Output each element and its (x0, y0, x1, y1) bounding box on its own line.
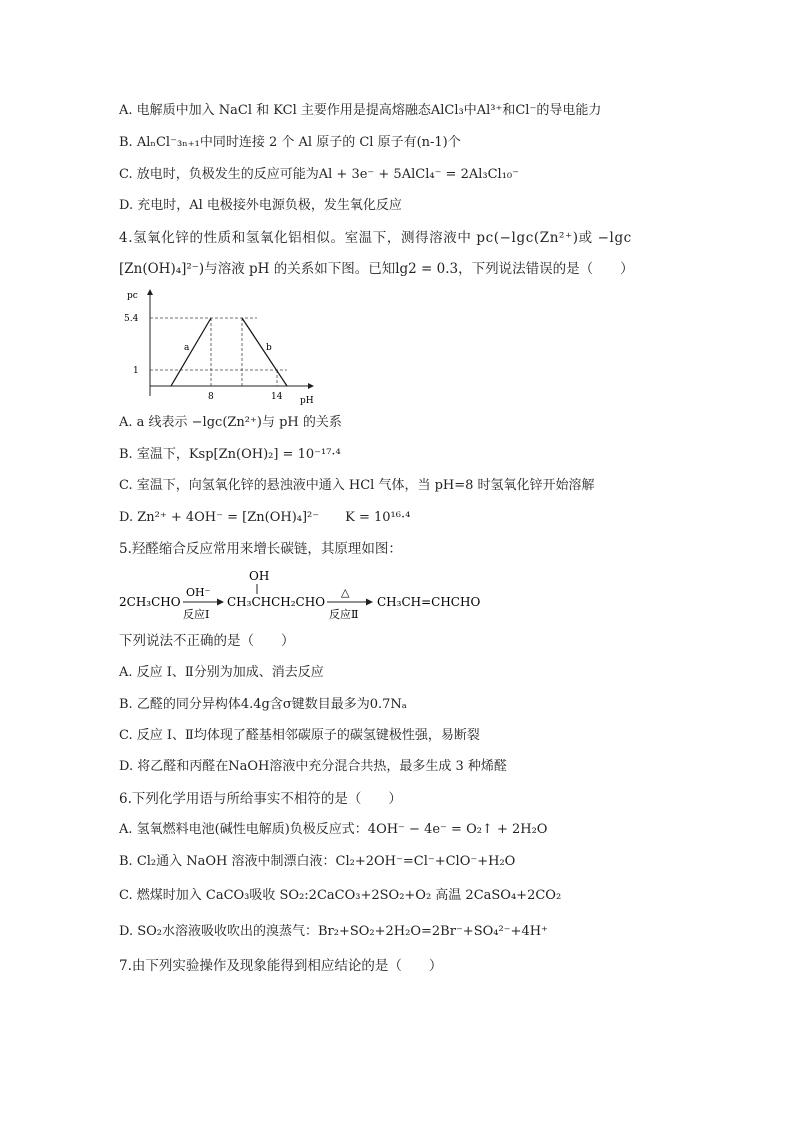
reaction2-condition: △ (341, 586, 350, 599)
q4-option-d: D. Zn²⁺ + 4OH⁻ = [Zn(OH)₄]²⁻ K = 10¹⁶·⁴ (119, 510, 411, 525)
q5-option-d: D. 将乙醛和丙醛在NaOH溶液中充分混合共热，最多生成 3 种烯醛 (119, 759, 507, 774)
q6-option-b: B. Cl₂通入 NaOH 溶液中制漂白液：Cl₂+2OH⁻=Cl⁻+ClO⁻+H₂O (119, 854, 516, 869)
q4-option-c: C. 室温下，向氢氧化锌的悬浊液中通入 HCl 气体，当 pH=8 时氢氧化锌开始溶解 (119, 478, 595, 493)
curve-b (242, 318, 287, 386)
pc-ph-graph (119, 286, 319, 410)
q5-option-c: C. 反应 Ⅰ、Ⅱ均体现了醛基相邻碳原子的碳氢键极性强，易断裂 (119, 728, 480, 743)
aldol-reaction-scheme (119, 566, 519, 626)
x-axis-label: pH (300, 396, 314, 406)
x-tick-14: 14 (271, 392, 283, 402)
y-axis-label: pc (127, 291, 138, 301)
q6-option-c: C. 燃煤时加入 CaCO₃吸收 SO₂:2CaCO₃+2SO₂+O₂ 高温 2CaSO₄+2CO₂ (119, 888, 562, 903)
q3-option-b: B. AlₙCl⁻₃ₙ₊₁中同时连接 2 个 Al 原子的 Cl 原子有(n-1)个 (119, 135, 461, 150)
q5-question: 下列说法不正确的是（ ） (119, 633, 295, 649)
reaction2-label: 反应Ⅱ (329, 608, 359, 621)
q6-option-a: A. 氢氧燃料电池(碱性电解质)负极反应式：4OH⁻ − 4e⁻ = O₂↑ + 2H₂O (119, 822, 548, 837)
curve-b-label: b (266, 343, 272, 353)
q4-option-a: A. a 线表示 −lgc(Zn²⁺)与 pH 的关系 (119, 415, 342, 430)
y-tick-1: 1 (133, 366, 139, 376)
q5-option-b: B. 乙醛的同分异构体4.4g含σ键数目最多为0.7Nₐ (119, 697, 407, 712)
q6-option-d: D. SO₂水溶液吸收吹出的溴蒸气：Br₂+SO₂+2H₂O=2Br⁻+SO₄²⁻+4H⁺ (119, 924, 548, 939)
q7-stem: 7.由下列实验操作及现象能得到相应结论的是（ ） (119, 958, 443, 974)
q4-stem-line2: [Zn(OH)₄]²⁻)与溶液 pH 的关系如下图。已知lg2 = 0.3，下列说法错误的是（ ） (119, 261, 634, 277)
q5-option-a: A. 反应 Ⅰ、Ⅱ分别为加成、消去反应 (119, 665, 324, 680)
q5-stem: 5.羟醛缩合反应常用来增长碳链，其原理如图： (119, 541, 402, 557)
q3-option-a: A. 电解质中加入 NaCl 和 KCl 主要作用是提高熔融态AlCl₃中Al³⁺和Cl⁻的导电能力 (119, 103, 602, 118)
curve-a-label: a (184, 343, 190, 353)
intermediate: CH₃CHCH₂CHO (227, 595, 326, 609)
q3-option-c: C. 放电时，负极发生的反应可能为Al + 3e⁻ + 5AlCl₄⁻ = 2Al₃Cl₁₀⁻ (119, 167, 520, 182)
curve-a (171, 318, 211, 386)
product: CH₃CH=CHCHO (377, 595, 481, 609)
reactant: 2CH₃CHO (119, 595, 181, 609)
reaction1-label: 反应Ⅰ (183, 608, 210, 621)
hydroxyl-group: OH (249, 569, 270, 583)
x-tick-8: 8 (208, 392, 214, 402)
q6-stem: 6.下列化学用语与所给事实不相符的是（ ） (119, 791, 402, 807)
q4-stem-line1: 4.氢氧化锌的性质和氢氧化铝相似。室温下，测得溶液中 pc(−lgc(Zn²⁺)或 −lgc (119, 230, 632, 246)
reaction1-condition: OH⁻ (186, 586, 211, 599)
y-tick-5.4: 5.4 (124, 314, 139, 324)
q3-option-d: D. 充电时，Al 电极接外电源负极，发生氧化反应 (119, 198, 402, 213)
q4-option-b: B. 室温下，Ksp[Zn(OH)₂] = 10⁻¹⁷·⁴ (119, 447, 341, 462)
